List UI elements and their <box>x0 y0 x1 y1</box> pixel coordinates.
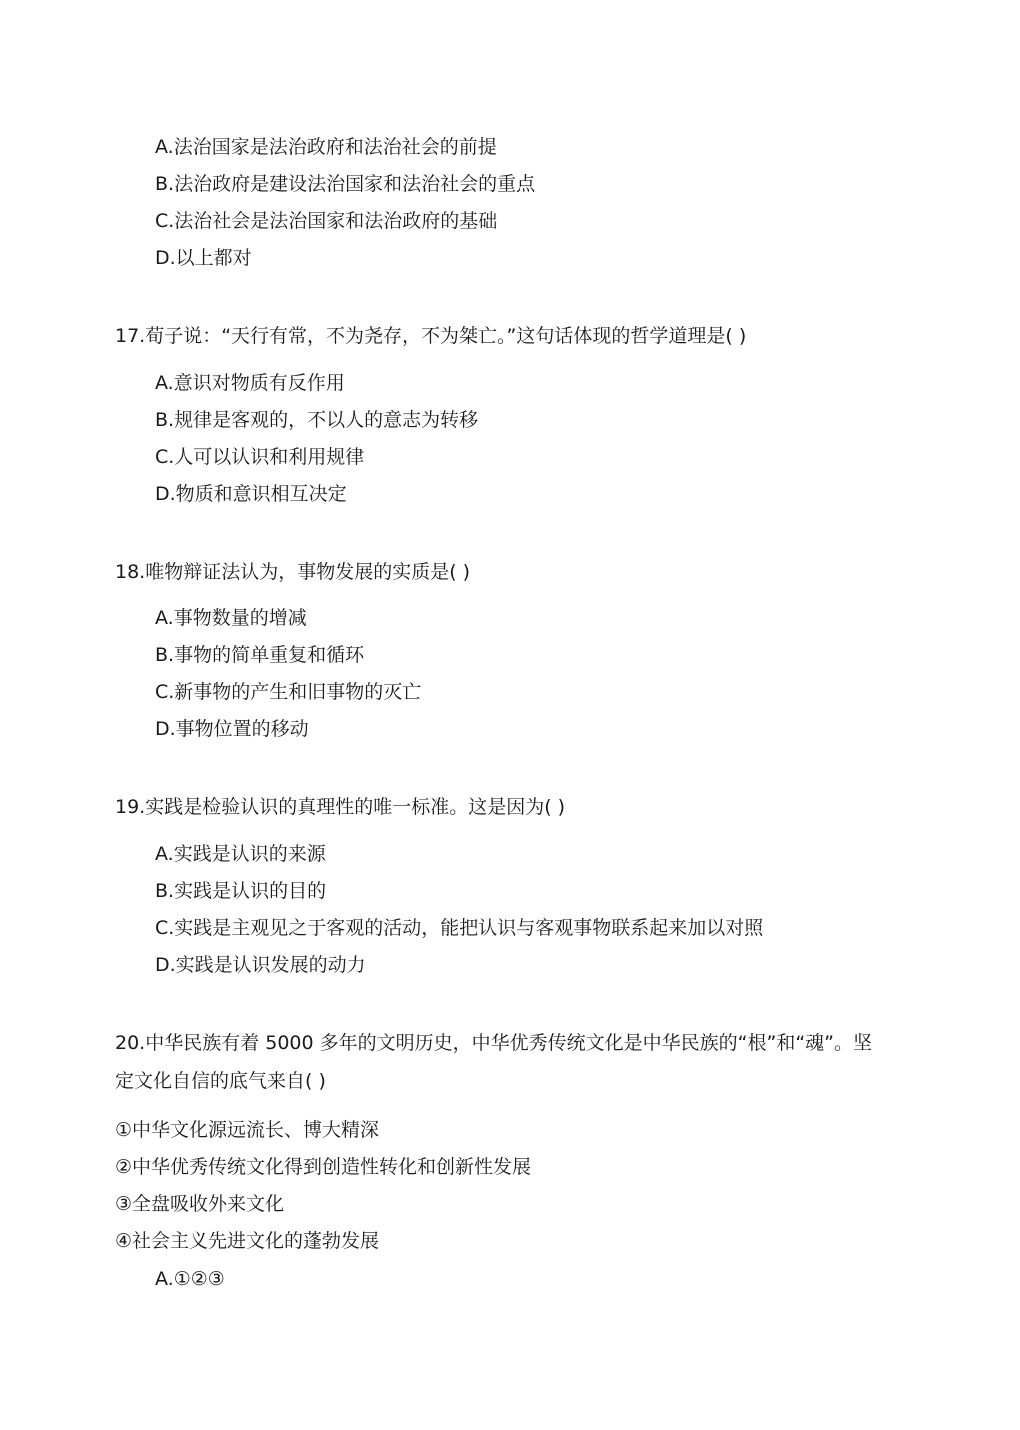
q20-stem-line1: 20.中华民族有着 5000 多年的文明历史，中华优秀传统文化是中华民族的“根”和“魂”。坚 <box>115 1032 873 1054</box>
q17-option-c: C.人可以认识和利用规律 <box>155 446 365 468</box>
q17-option-d: D.物质和意识相互决定 <box>155 483 347 505</box>
q18-option-c: C.新事物的产生和旧事物的灭亡 <box>155 681 422 703</box>
q20-statement-2: ②中华优秀传统文化得到创造性转化和创新性发展 <box>115 1156 532 1178</box>
q18-option-a: A.事物数量的增减 <box>155 607 307 629</box>
q18-option-d: D.事物位置的移动 <box>155 718 309 740</box>
q17-option-b: B.规律是客观的，不以人的意志为转移 <box>155 409 479 431</box>
q20-option-a: A.①②③ <box>155 1268 225 1290</box>
q17-stem: 17.荀子说：“天行有常，不为尧存，不为桀亡。”这句话体现的哲学道理是( ) <box>115 325 747 347</box>
q20-statement-4: ④社会主义先进文化的蓬勃发展 <box>115 1230 380 1252</box>
q16-option-a: A.法治国家是法治政府和法治社会的前提 <box>155 136 497 158</box>
q16-option-b: B.法治政府是建设法治国家和法治社会的重点 <box>155 173 536 195</box>
q17-option-a: A.意识对物质有反作用 <box>155 372 345 394</box>
q18-stem: 18.唯物辩证法认为，事物发展的实质是( ) <box>115 561 471 583</box>
q20-statement-3: ③全盘吸收外来文化 <box>115 1193 285 1215</box>
q20-stem-line2: 定文化自信的底气来自( ) <box>115 1070 326 1092</box>
q20-statement-1: ①中华文化源远流长、博大精深 <box>115 1119 380 1141</box>
q19-option-b: B.实践是认识的目的 <box>155 880 327 902</box>
q19-option-c: C.实践是主观见之于客观的活动，能把认识与客观事物联系起来加以对照 <box>155 917 764 939</box>
q16-option-d: D.以上都对 <box>155 247 252 269</box>
q19-stem: 19.实践是检验认识的真理性的唯一标准。这是因为( ) <box>115 796 566 818</box>
q16-option-c: C.法治社会是法治国家和法治政府的基础 <box>155 210 498 232</box>
q18-option-b: B.事物的简单重复和循环 <box>155 644 365 666</box>
q19-option-a: A.实践是认识的来源 <box>155 843 326 865</box>
q19-option-d: D.实践是认识发展的动力 <box>155 954 366 976</box>
